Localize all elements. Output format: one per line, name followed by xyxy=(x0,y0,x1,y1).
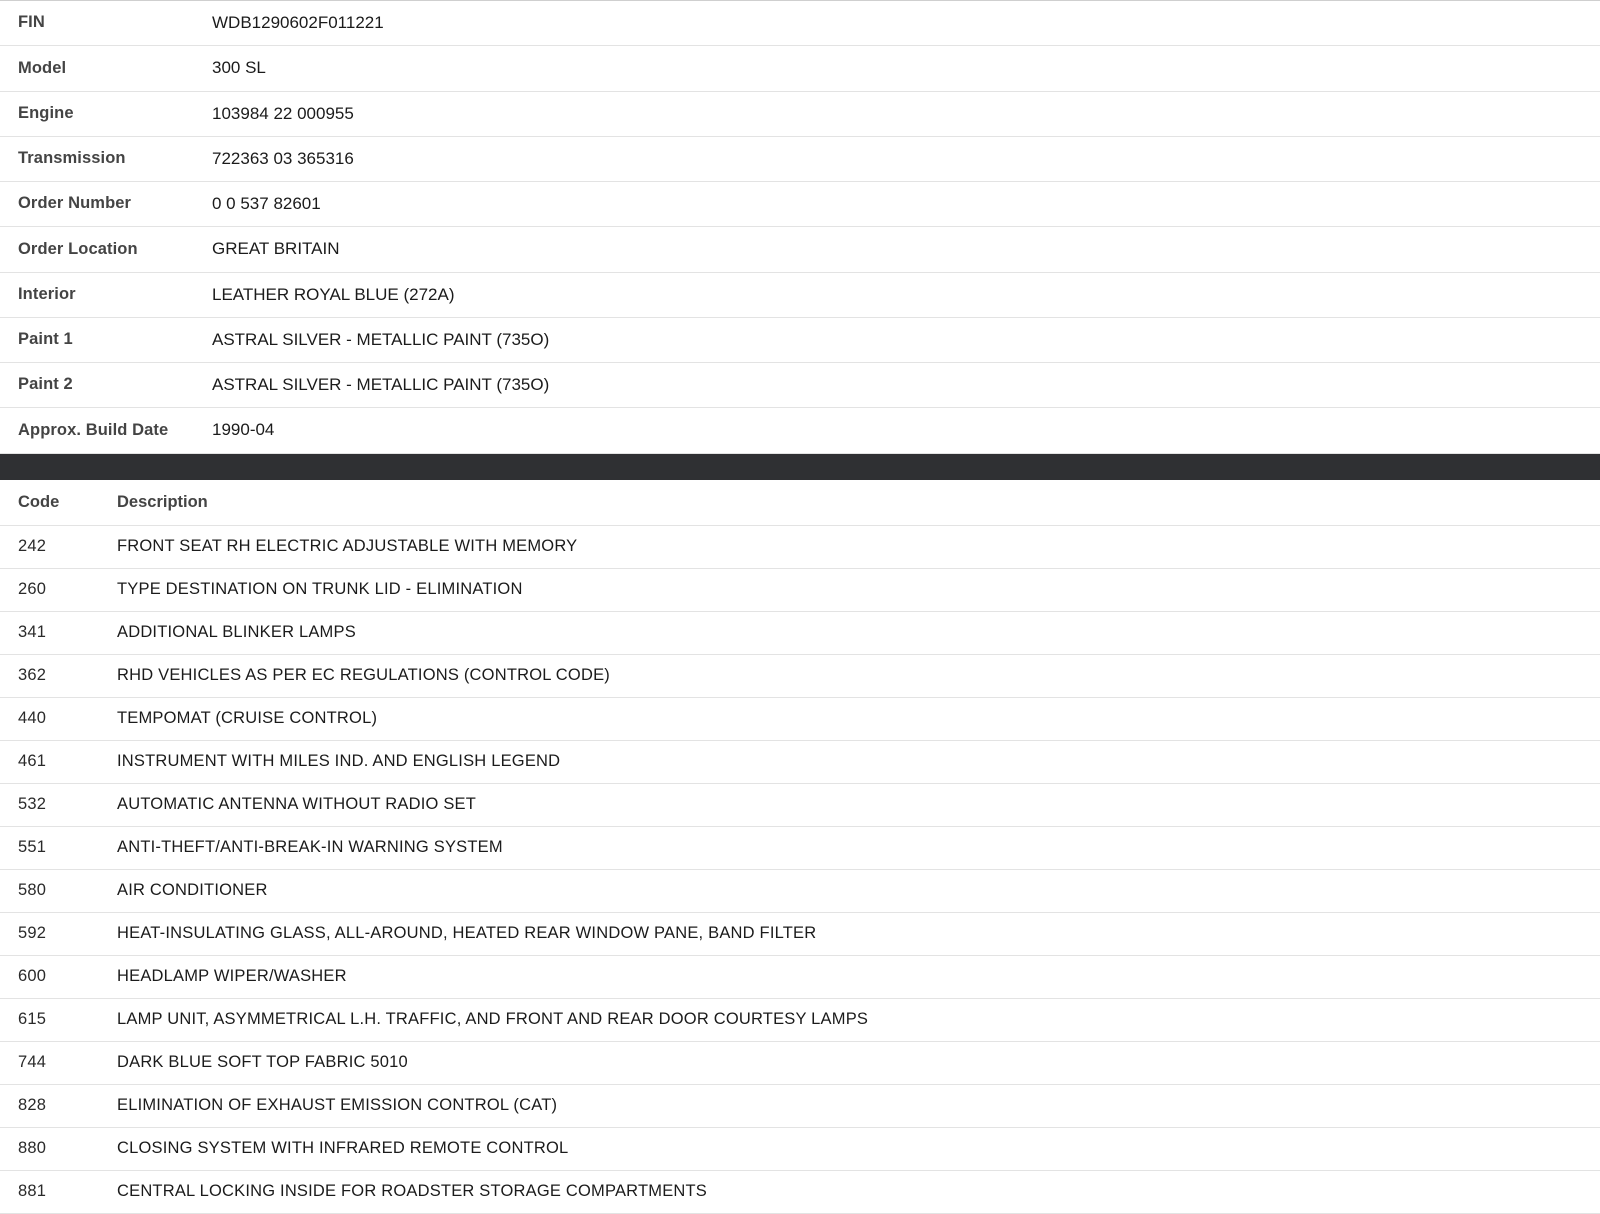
option-description: RHD VEHICLES AS PER EC REGULATIONS (CONTROL CODE) xyxy=(117,665,610,684)
option-codes-body xyxy=(0,525,1600,1213)
table-row xyxy=(0,363,1600,408)
column-header-code: Code xyxy=(18,492,60,511)
option-description: TEMPOMAT (CRUISE CONTROL) xyxy=(117,708,378,727)
table-row xyxy=(0,1041,1600,1084)
table-header-row xyxy=(0,480,1600,526)
spec-label: Order Location xyxy=(18,239,138,258)
column-header-description: Description xyxy=(117,492,208,511)
table-row xyxy=(0,912,1600,955)
option-code: 440 xyxy=(18,708,47,727)
table-row xyxy=(0,317,1600,362)
table-row xyxy=(0,1170,1600,1213)
spec-label: Transmission xyxy=(18,149,126,168)
option-description: HEADLAMP WIPER/WASHER xyxy=(117,966,347,985)
option-code: 580 xyxy=(18,880,47,899)
option-code: 551 xyxy=(18,837,47,856)
table-row xyxy=(0,869,1600,912)
table-row xyxy=(0,1,1600,46)
option-description: ADDITIONAL BLINKER LAMPS xyxy=(117,622,356,641)
table-row xyxy=(0,182,1600,227)
spec-value: GREAT BRITAIN xyxy=(212,239,340,259)
option-code: 341 xyxy=(18,622,47,641)
option-codes-header xyxy=(0,480,1600,526)
option-description: CENTRAL LOCKING INSIDE FOR ROADSTER STORAGE COMPARTMENTS xyxy=(117,1181,707,1200)
option-description: HEAT-INSULATING GLASS, ALL-AROUND, HEATED REAR WINDOW PANE, BAND FILTER xyxy=(117,923,817,942)
vehicle-specification-table xyxy=(0,0,1600,454)
spec-value: 103984 22 000955 xyxy=(212,103,354,123)
section-divider-band xyxy=(0,454,1600,480)
table-row xyxy=(0,46,1600,91)
table-row xyxy=(0,227,1600,272)
spec-label: Approx. Build Date xyxy=(18,420,169,439)
option-description: TYPE DESTINATION ON TRUNK LID - ELIMINATION xyxy=(117,579,523,598)
spec-label: Paint 2 xyxy=(18,375,73,394)
spec-value: WDB1290602F011221 xyxy=(212,13,384,32)
option-description: CLOSING SYSTEM WITH INFRARED REMOTE CONTROL xyxy=(117,1138,569,1157)
option-codes-table xyxy=(0,480,1600,1214)
spec-label: Order Number xyxy=(18,194,132,213)
option-description: AUTOMATIC ANTENNA WITHOUT RADIO SET xyxy=(117,794,477,813)
table-row xyxy=(0,136,1600,181)
table-row xyxy=(0,654,1600,697)
spec-label: Engine xyxy=(18,103,74,122)
option-code: 592 xyxy=(18,923,47,942)
spec-value: 1990-04 xyxy=(212,420,275,440)
option-description: ANTI-THEFT/ANTI-BREAK-IN WARNING SYSTEM xyxy=(117,837,503,856)
option-code: 260 xyxy=(18,579,47,598)
table-row xyxy=(0,408,1600,453)
option-code: 600 xyxy=(18,966,47,985)
option-description: LAMP UNIT, ASYMMETRICAL L.H. TRAFFIC, AND FRONT AND REAR DOOR COURTESY LAMPS xyxy=(117,1009,869,1028)
spec-value: 0 0 537 82601 xyxy=(212,194,321,213)
spec-label: Interior xyxy=(18,284,76,303)
table-row xyxy=(0,826,1600,869)
option-description: AIR CONDITIONER xyxy=(117,880,268,899)
table-row xyxy=(0,1127,1600,1170)
table-row xyxy=(0,998,1600,1041)
spec-value: ASTRAL SILVER - METALLIC PAINT (735O) xyxy=(212,329,550,349)
spec-value: LEATHER ROYAL BLUE (272A) xyxy=(212,284,455,304)
option-description: DARK BLUE SOFT TOP FABRIC 5010 xyxy=(117,1052,408,1071)
table-row xyxy=(0,955,1600,998)
spec-value: ASTRAL SILVER - METALLIC PAINT (735O) xyxy=(212,375,550,394)
option-code: 461 xyxy=(18,751,47,770)
option-description: ELIMINATION OF EXHAUST EMISSION CONTROL (CAT) xyxy=(117,1095,558,1114)
option-code: 744 xyxy=(18,1052,47,1071)
table-row xyxy=(0,783,1600,826)
option-code: 881 xyxy=(18,1181,47,1200)
option-code: 828 xyxy=(18,1095,47,1114)
table-row xyxy=(0,740,1600,783)
spec-label: Model xyxy=(18,58,67,77)
option-code: 242 xyxy=(18,536,47,555)
table-row xyxy=(0,1084,1600,1127)
table-row xyxy=(0,91,1600,136)
table-row xyxy=(0,272,1600,317)
option-description: INSTRUMENT WITH MILES IND. AND ENGLISH LEGEND xyxy=(117,751,561,770)
table-row xyxy=(0,611,1600,654)
spec-value: 722363 03 365316 xyxy=(212,148,354,168)
spec-value: 300 SL xyxy=(212,58,266,78)
option-code: 615 xyxy=(18,1009,47,1028)
vehicle-specification-body xyxy=(0,1,1600,454)
table-row xyxy=(0,525,1600,568)
spec-label: FIN xyxy=(18,13,45,32)
option-code: 362 xyxy=(18,665,47,684)
spec-label: Paint 1 xyxy=(18,330,73,349)
option-code: 880 xyxy=(18,1138,47,1157)
option-description: FRONT SEAT RH ELECTRIC ADJUSTABLE WITH MEMORY xyxy=(117,536,578,555)
table-row xyxy=(0,697,1600,740)
table-row xyxy=(0,568,1600,611)
option-code: 532 xyxy=(18,794,47,813)
